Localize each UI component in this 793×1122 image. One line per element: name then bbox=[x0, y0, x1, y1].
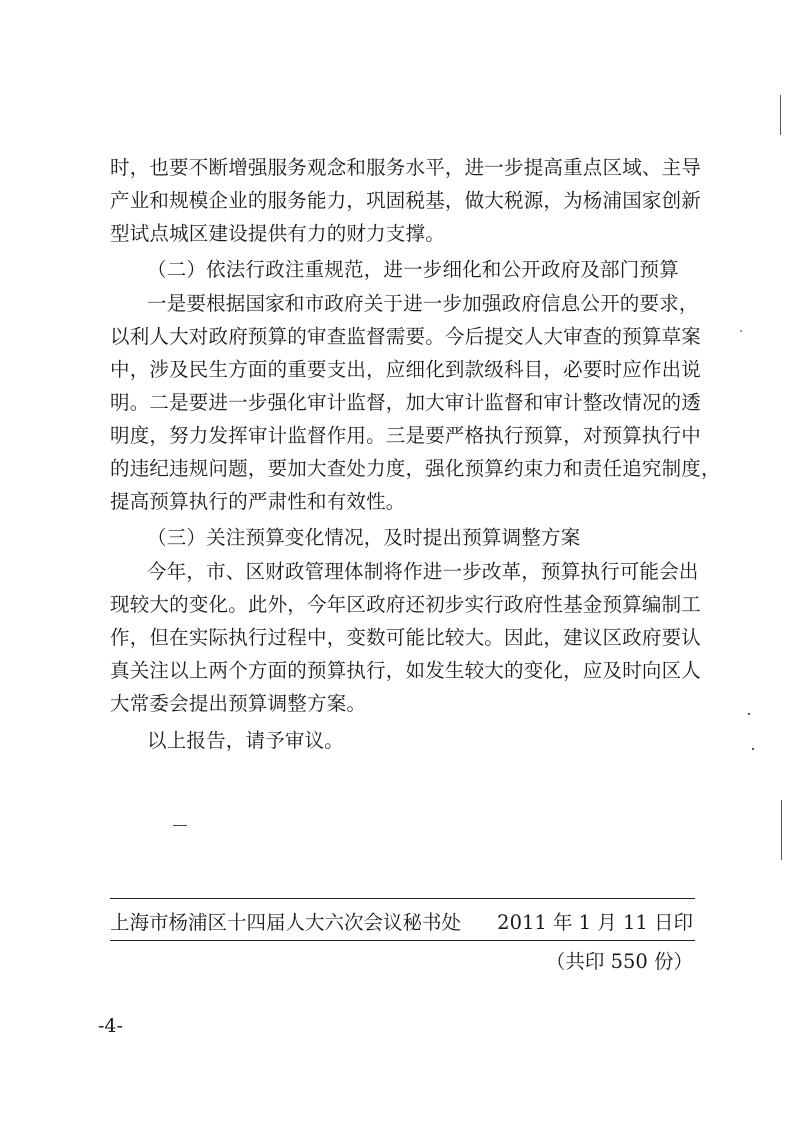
body-line: 明度，努力发挥审计监督作用。三是要严格执行预算，对预算执行中 bbox=[110, 424, 702, 447]
body-line: 现较大的变化。此外，今年区政府还初步实行政府性基金预算编制工 bbox=[110, 593, 702, 616]
body-line: 型试点城区建设提供有力的财力支撑。 bbox=[110, 222, 445, 245]
body-line: 产业和规模企业的服务能力，巩固税基，做大税源，为杨浦国家创新 bbox=[110, 189, 702, 212]
scan-edge-mark bbox=[780, 95, 781, 135]
body-line: 的违纪违规问题，要加大查处力度，强化预算约束力和责任追究制度， bbox=[110, 457, 721, 480]
body-line: 真关注以上两个方面的预算执行，如发生较大的变化，应及时向区人 bbox=[110, 659, 702, 682]
issuer-text: 上海市杨浦区十四届人大六次会议秘书处 bbox=[110, 911, 462, 934]
body-line: 作，但在实际执行过程中，变数可能比较大。因此，建议区政府要认 bbox=[110, 626, 702, 649]
body-line: 明。二是要进一步强化审计监督，加大审计监督和审计整改情况的透 bbox=[110, 391, 702, 414]
footer-top-rule bbox=[110, 898, 695, 899]
body-line: 提高预算执行的严肃性和有效性。 bbox=[110, 490, 406, 513]
short-dash-mark bbox=[173, 825, 187, 826]
page-number: -4- bbox=[98, 1015, 123, 1037]
scan-speck bbox=[752, 748, 754, 750]
print-date: 2011 年 1 月 11 日印 bbox=[497, 911, 693, 934]
body-line: 时，也要不断增强服务观念和服务水平，进一步提高重点区域、主导 bbox=[110, 156, 702, 179]
scan-speck bbox=[748, 713, 750, 715]
section-heading: （二）依法行政注重规范，进一步细化和公开政府及部门预算 bbox=[147, 258, 679, 281]
body-line: 一是要根据国家和市政府关于进一步加强政府信息公开的要求， bbox=[147, 292, 699, 315]
closing-text: 以上报告，请予审议。 bbox=[147, 729, 345, 752]
body-line: 以利人大对政府预算的审查监督需要。今后提交人大审查的预算草案 bbox=[110, 325, 702, 348]
body-line: 大常委会提出预算调整方案。 bbox=[110, 692, 367, 715]
scan-edge-mark bbox=[781, 800, 782, 860]
section-heading: （三）关注预算变化情况，及时提出预算调整方案 bbox=[147, 526, 581, 549]
print-copies: （共印 550 份） bbox=[545, 950, 693, 973]
footer-bottom-rule bbox=[110, 940, 695, 941]
scan-speck bbox=[740, 330, 742, 332]
body-line: 中，涉及民生方面的重要支出，应细化到款级科目，必要时应作出说 bbox=[110, 358, 702, 381]
body-line: 今年，市、区财政管理体制将作进一步改革，预算执行可能会出 bbox=[147, 560, 699, 583]
